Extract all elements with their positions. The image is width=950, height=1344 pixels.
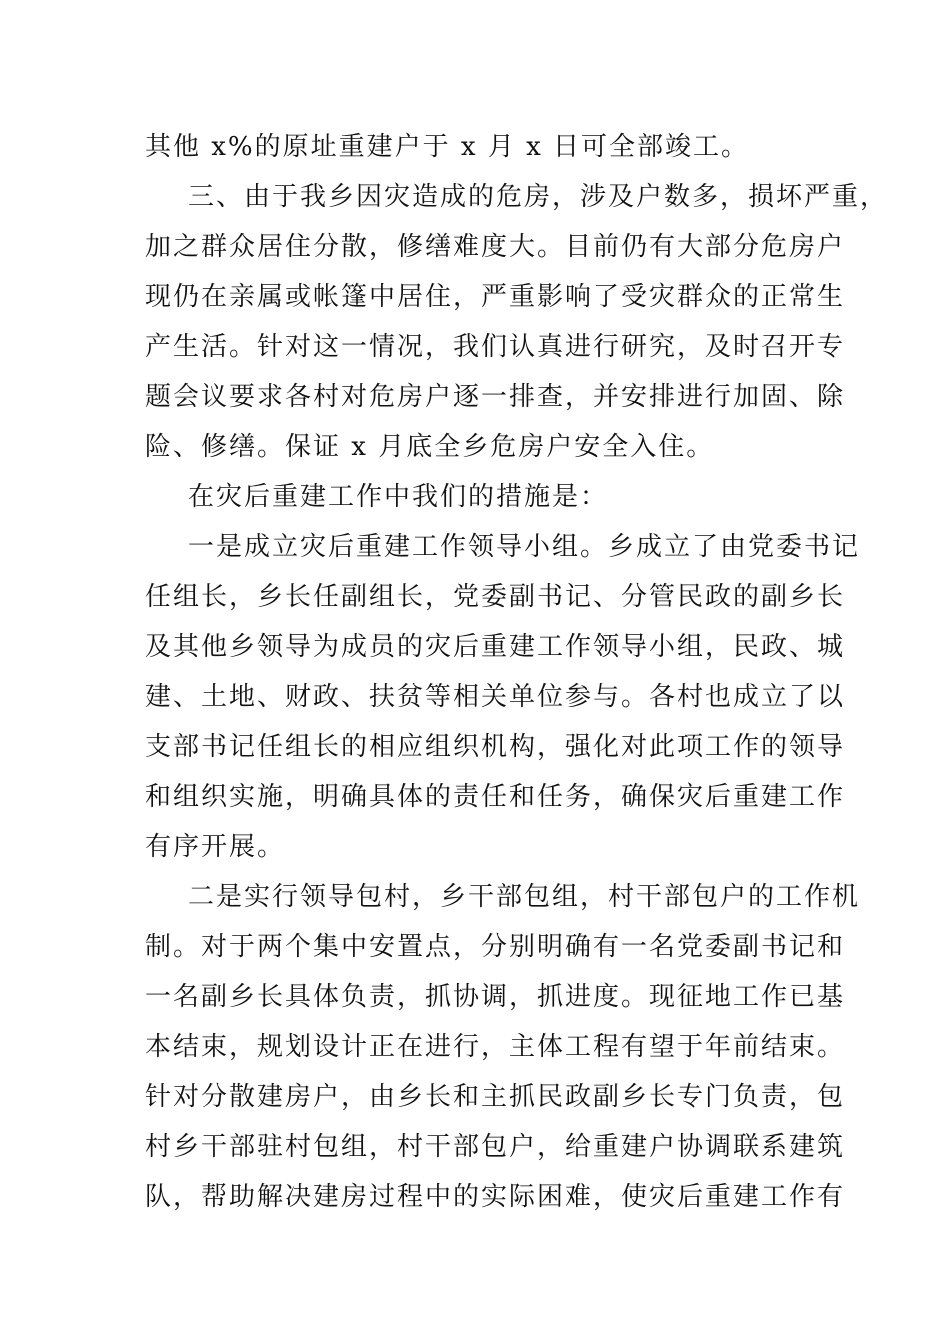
text-line: 在灾后重建工作中我们的措施是：	[188, 482, 609, 512]
text-line: 加之群众居住分散，修缮难度大。目前仍有大部分危房户	[145, 232, 846, 262]
text-line: 建、土地、财政、扶贫等相关单位参与。各村也成立了以	[145, 682, 846, 712]
text-line: 其他 x%的原址重建户于 x 月 x 日可全部竣工。	[145, 132, 750, 162]
text-line: 产生活。针对这一情况，我们认真进行研究，及时召开专	[145, 332, 846, 362]
text-line: 有序开展。	[145, 832, 286, 862]
text-line: 险、修缮。保证 x 月底全乡危房户安全入住。	[145, 432, 715, 462]
text-line: 及其他乡领导为成员的灾后重建工作领导小组，民政、城	[145, 632, 846, 662]
text-line: 制。对于两个集中安置点，分别明确有一名党委副书记和	[145, 932, 846, 962]
text-line: 任组长，乡长任副组长，党委副书记、分管民政的副乡长	[145, 582, 846, 612]
text-line: 题会议要求各村对危房户逐一排查，并安排进行加固、除	[145, 382, 846, 412]
text-line: 和组织实施，明确具体的责任和任务，确保灾后重建工作	[145, 782, 846, 812]
text-line: 支部书记任组长的相应组织机构，强化对此项工作的领导	[145, 732, 846, 762]
text-line: 队，帮助解决建房过程中的实际困难，使灾后重建工作有	[145, 1182, 846, 1212]
text-line: 现仍在亲属或帐篷中居住，严重影响了受灾群众的正常生	[145, 282, 846, 312]
text-line: 一名副乡长具体负责，抓协调，抓进度。现征地工作已基	[145, 982, 846, 1012]
text-line: 一是成立灾后重建工作领导小组。乡成立了由党委书记	[188, 532, 861, 562]
text-line: 村乡干部驻村包组，村干部包户，给重建户协调联系建筑	[145, 1132, 846, 1162]
text-line: 二是实行领导包村，乡干部包组，村干部包户的工作机	[188, 882, 861, 912]
text-line: 针对分散建房户，由乡长和主抓民政副乡长专门负责，包	[145, 1082, 846, 1112]
text-line: 本结束，规划设计正在进行，主体工程有望于年前结束。	[145, 1032, 846, 1062]
text-line: 三、由于我乡因灾造成的危房，涉及户数多，损坏严重，	[188, 182, 889, 212]
